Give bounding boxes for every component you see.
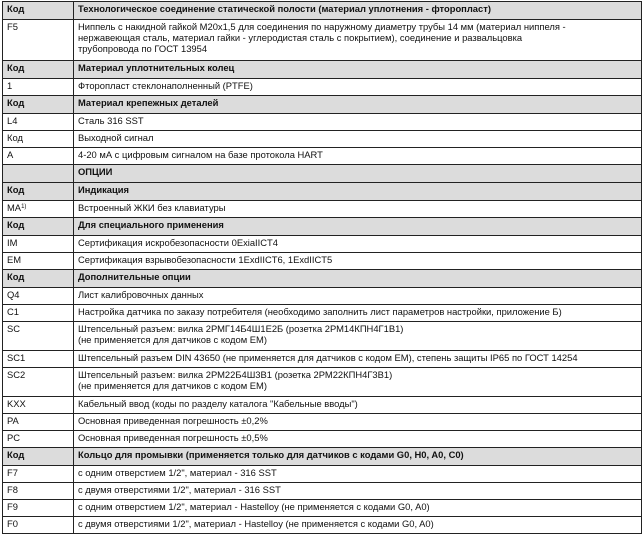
description-cell (74, 253, 642, 270)
code-cell (3, 414, 74, 431)
code-label: PA (7, 415, 19, 426)
section-header-row (3, 165, 642, 183)
section-title: Материал крепежных деталей (78, 97, 219, 108)
description-line: Штепсельный разъем: вилка 2РМГ14Б4Ш1Е2Б (розетка 2РМ14КПН4Г1В1) (78, 323, 404, 334)
code-cell (3, 218, 74, 236)
description-cell (74, 368, 642, 397)
description-cell (74, 500, 642, 517)
table-row (3, 79, 642, 96)
code-cell (3, 131, 74, 148)
description-cell (74, 466, 642, 483)
code-cell (3, 201, 74, 218)
table-row (3, 131, 642, 148)
table-row (3, 253, 642, 270)
code-label: IM (7, 237, 18, 248)
description-line: Фторопласт стеклонаполненный (PTFE) (78, 80, 253, 91)
description-line: Настройка датчика по заказу потребителя (необходимо заполнить лист параметров настройки, приложение Б) (78, 306, 562, 317)
section-title: Материал уплотнительных колец (78, 62, 235, 73)
table-row (3, 351, 642, 368)
description-cell (74, 114, 642, 131)
table-row (3, 322, 642, 351)
description-line: 4-20 мА с цифровым сигналом на базе протокола HART (78, 149, 323, 160)
table-row (3, 236, 642, 253)
code-label: F5 (7, 21, 18, 32)
code-label: 1 (7, 80, 13, 91)
description-cell (74, 270, 642, 288)
code-cell (3, 2, 74, 20)
description-cell (74, 351, 642, 368)
table-row (3, 500, 642, 517)
section-title: Технологическое соединение статической полости (материал уплотнения - фторопласт) (78, 3, 491, 14)
description-cell (74, 20, 642, 61)
code-label: Код (7, 449, 25, 460)
code-cell (3, 148, 74, 165)
code-cell (3, 500, 74, 517)
description-cell (74, 201, 642, 218)
section-header-row (3, 183, 642, 201)
code-cell (3, 183, 74, 201)
code-cell (3, 61, 74, 79)
code-cell (3, 288, 74, 305)
code-label: KXX (7, 398, 26, 409)
section-title: Кольцо для промывки (применяется только для датчиков с кодами G0, H0, A0, C0) (78, 449, 464, 460)
code-label: F7 (7, 467, 18, 478)
section-header-row (3, 61, 642, 79)
code-cell (3, 96, 74, 114)
code-label: Код (7, 3, 25, 14)
description-line: Сертификация искробезопасности 0ExiaIICT4 (78, 237, 278, 248)
description-line: трубопровода по ГОСТ 13954 (78, 43, 208, 54)
code-label: A (7, 149, 14, 160)
description-line: Сталь 316 SST (78, 115, 144, 126)
section-title: Дополнительные опции (78, 271, 191, 282)
code-label: SC1 (7, 352, 26, 363)
description-line: Выходной сигнал (78, 132, 154, 143)
section-title: Для специального применения (78, 219, 224, 230)
description-cell (74, 165, 642, 183)
description-line: Основная приведенная погрешность ±0,2% (78, 415, 268, 426)
description-cell (74, 397, 642, 414)
description-cell (74, 305, 642, 322)
code-cell (3, 517, 74, 534)
code-cell (3, 397, 74, 414)
description-line: Сертификация взрывобезопасности 1ExdIICT6, 1ExdIICT5 (78, 254, 333, 265)
description-cell (74, 131, 642, 148)
code-label: EM (7, 254, 22, 265)
code-cell (3, 448, 74, 466)
code-label: PC (7, 432, 21, 443)
table-row (3, 466, 642, 483)
description-line: Лист калибровочных данных (78, 289, 204, 300)
section-header-row (3, 2, 642, 20)
description-line: с двумя отверстиями 1/2", материал - 316 SST (78, 484, 281, 495)
code-label: Код (7, 62, 25, 73)
code-cell (3, 431, 74, 448)
description-cell (74, 414, 642, 431)
description-line: Штепсельный разъем DIN 43650 (не применяется для датчиков с кодом ЕМ), степень защиты IP65 по ГОСТ 14254 (78, 352, 578, 363)
description-cell (74, 517, 642, 534)
code-cell (3, 20, 74, 61)
description-cell (74, 322, 642, 351)
code-cell (3, 236, 74, 253)
table-row (3, 414, 642, 431)
description-cell (74, 448, 642, 466)
options-table (2, 1, 642, 534)
description-cell (74, 148, 642, 165)
description-cell (74, 96, 642, 114)
code-label: Код (7, 132, 23, 143)
description-cell (74, 218, 642, 236)
code-cell (3, 483, 74, 500)
description-cell (74, 483, 642, 500)
code-label: C1 (7, 306, 19, 317)
table-row (3, 483, 642, 500)
table-row (3, 288, 642, 305)
code-label: SC2 (7, 369, 26, 380)
description-cell (74, 183, 642, 201)
section-header-row (3, 218, 642, 236)
code-label: Код (7, 184, 25, 195)
code-cell (3, 270, 74, 288)
code-cell (3, 114, 74, 131)
description-line: Встроенный ЖКИ без клавиатуры (78, 202, 226, 213)
code-label: SC (7, 323, 21, 334)
code-cell (3, 79, 74, 96)
description-line: нержавеющая сталь, материал гайки - углеродистая сталь с покрытием), соединение и развальцовка (78, 32, 523, 43)
description-line: Штепсельный разъем: вилка 2РМ22Б4Ш3В1 (розетка 2РМ22КПН4Г3В1) (78, 369, 393, 380)
description-line: с двумя отверстиями 1/2", материал - Hastelloy (не применяется с кодами G0, A0) (78, 518, 434, 529)
code-cell (3, 305, 74, 322)
options-table-body (3, 2, 642, 534)
description-cell (74, 79, 642, 96)
footnote-marker: 1) (21, 204, 27, 210)
section-header-row (3, 96, 642, 114)
description-line: с одним отверстием 1/2", материал - 316 SST (78, 467, 277, 478)
description-cell (74, 236, 642, 253)
code-cell (3, 466, 74, 483)
description-line: с одним отверстием 1/2", материал - Hastelloy (не применяется с кодами G0, A0) (78, 501, 430, 512)
code-label: L4 (7, 115, 18, 126)
table-row (3, 431, 642, 448)
table-row (3, 397, 642, 414)
table-row (3, 201, 642, 218)
table-row (3, 114, 642, 131)
description-line: (не применяется для датчиков с кодом ЕМ) (78, 334, 267, 345)
table-row (3, 148, 642, 165)
table-row (3, 368, 642, 397)
code-label: Q4 (7, 289, 20, 300)
code-label: MA (7, 202, 22, 213)
code-cell (3, 368, 74, 397)
description-line: Кабельный ввод (коды по разделу каталога "Кабельные вводы") (78, 398, 358, 409)
code-label: Код (7, 271, 25, 282)
table-row (3, 20, 642, 61)
section-header-row (3, 270, 642, 288)
table-row (3, 517, 642, 534)
section-title: ОПЦИИ (78, 166, 113, 177)
description-line: Ниппель с накидной гайкой М20х1,5 для соединения по наружному диаметру трубы 14 мм (материал ниппеля - (78, 21, 566, 32)
code-cell (3, 322, 74, 351)
description-cell (74, 431, 642, 448)
section-title: Индикация (78, 184, 130, 195)
code-label: Код (7, 97, 25, 108)
section-header-row (3, 448, 642, 466)
description-cell (74, 288, 642, 305)
code-cell (3, 165, 74, 183)
description-line: (не применяется для датчиков с кодом ЕМ) (78, 380, 267, 391)
description-cell (74, 2, 642, 20)
code-label: Код (7, 219, 25, 230)
description-line: Основная приведенная погрешность ±0,5% (78, 432, 268, 443)
description-cell (74, 61, 642, 79)
code-cell (3, 253, 74, 270)
code-label: F0 (7, 518, 18, 529)
code-cell (3, 351, 74, 368)
table-row (3, 305, 642, 322)
code-label: F9 (7, 501, 18, 512)
code-label: F8 (7, 484, 18, 495)
